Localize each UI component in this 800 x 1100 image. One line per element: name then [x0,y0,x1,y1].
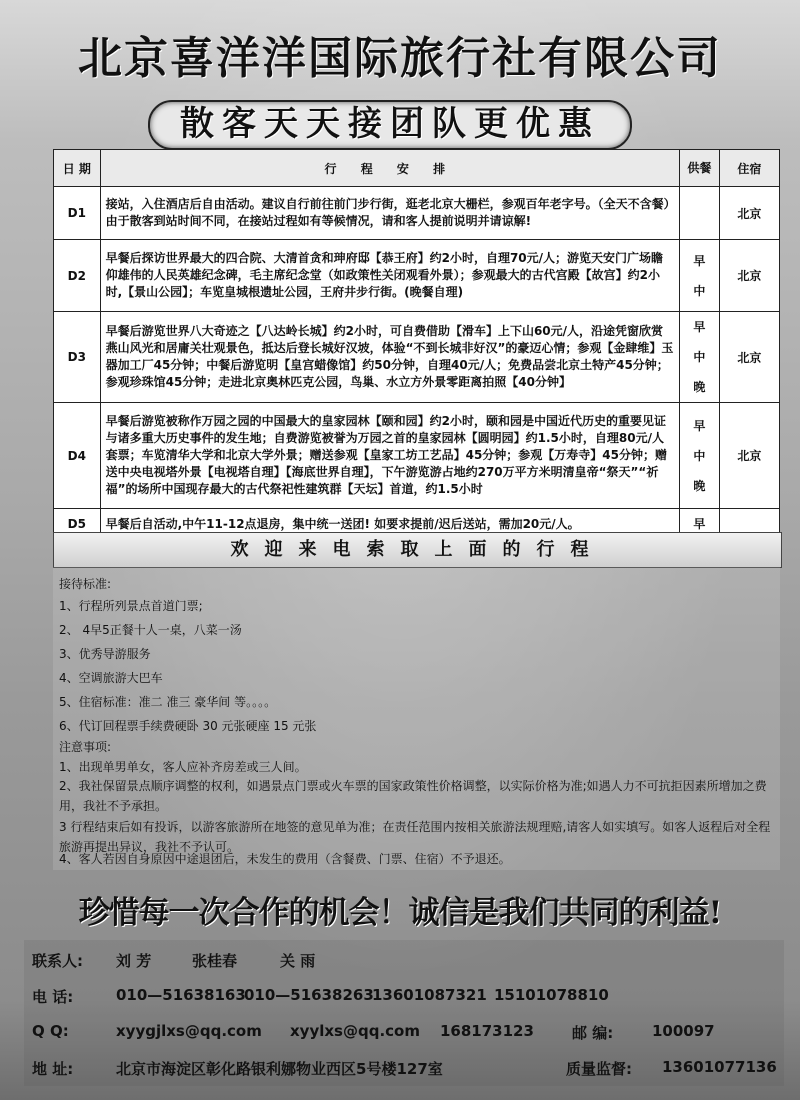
day-label: D4 [54,403,101,509]
welcome-text: 欢迎来电索取上面的行程 [230,539,605,560]
notice-item: 4、客人若因自身原因中途退团后，未发生的费用（含餐费、门票、住宿）不予退还。 [59,852,511,866]
standard-item: 4、空调旅游大巴车 [59,671,163,685]
day-itinerary: 接站，入住酒店后自由活动。建议自行前往前门步行街，逛老北京大栅栏，参观百年老字号。（全天不含餐）由于散客到站时间不同，在接站过程如有等候情况，请和客人提前说明并请谅解! [100,187,679,240]
header-day: 日 期 [54,150,101,187]
header-meals: 供餐 [680,150,720,187]
promo-banner [148,100,632,150]
phone-label: 电 话: [32,988,74,1006]
notices-heading: 注意事项: [59,740,112,754]
contact-panel [24,940,784,1086]
postcode-value: 100097 [652,1022,715,1040]
contact-person: 刘 芳 [116,952,152,970]
notice-item: 3 行程结束后如有投诉，以游客旅游所在地签的意见单为准；在责任范围内按相关旅游法规理赔,请客人如实填写。如客人返程后对全程旅游再提出异议，我社不予认可。 [59,820,771,854]
standard-item: 2、 4早5正餐十人一桌，八菜一汤 [59,623,242,637]
standard-item: 6、代订回程票手续费硬卧 30 元张硬座 15 元张 [59,719,317,733]
day-meals [680,187,720,240]
day-label: D3 [54,312,101,403]
address-label: 地 址: [32,1060,74,1078]
supervision-phone: 13601077136 [662,1058,777,1076]
qq-number: 168173123 [440,1022,534,1040]
notice-item: 2、我社保留景点顺序调整的权利，如遇景点门票或火车票的国家政策性价格调整，以实际价格为准;如遇人力不可抗拒因素所增加之费用，我社不予承担。 [59,779,767,813]
day-lodging: 北京 [719,312,779,403]
day-lodging: 北京 [719,187,779,240]
day-meals: 早 中 晚 [680,312,720,403]
header-lodging: 住宿 [719,150,779,187]
day-lodging: 北京 [719,403,779,509]
people-label: 联系人: [32,952,83,970]
day-itinerary: 早餐后自活动,中午11-12点退房，集中统一送团! 如要求提前/迟后送站，需加20元/人。 [100,509,679,540]
promo-banner-text: 散客天天接团队更优惠 [180,104,600,144]
contact-person: 张桂春 [192,952,238,970]
day-meals: 早 中 晚 [680,403,720,509]
day-meals: 早 中 [680,240,720,312]
day-itinerary: 早餐后探访世界最大的四合院、大清首贪和珅府邸【恭王府】约2小时，自理70元/人；游览天安门广场瞻仰雄伟的人民英雄纪念碑，毛主席纪念堂（如政策性关闭观看外景）；参观最大的古代宫殿【故宫】约2小时,【景山公园】；车览皇城根遗址公园，王府井步行街。(晚餐自理) [100,240,679,312]
day-label: D5 [54,509,101,540]
table-header-row [54,150,780,187]
standard-item: 3、优秀导游服务 [59,647,151,661]
welcome-bar [53,532,782,568]
table-row [54,240,780,312]
header-itinerary: 行 程 安 排 [100,150,679,187]
phone-number: 010—51638163 [116,986,246,1004]
notes-section [53,567,780,870]
itinerary-table [53,149,780,540]
day-label: D2 [54,240,101,312]
postcode-label: 邮 编: [572,1024,614,1042]
qq-label: Q Q: [32,1022,69,1040]
address-value: 北京市海淀区彰化路银利娜物业西区5号楼127室 [116,1060,443,1078]
supervision-label: 质量监督: [566,1060,632,1078]
day-itinerary: 早餐后游览被称作万园之园的中国最大的皇家园林【颐和园】约2小时，颐和园是中国近代历史的重要见证与诸多重大历史事件的发生地；自费游览被誉为万园之首的皇家园林【圆明园】约1.5小时，自理80元/人套票；车览清华大学和北京大学外景；赠送参观【皇家工坊工艺品】45分钟；参观【万寿寺】45分钟；赠送中央电视塔外景【电视塔自理】【海底世界自理】，下午游览游占地约270万平方米明清皇帝“祭天”“祈福”的场所中国现存最大的古代祭祀性建筑群【天坛】首道，约1.5小时 [100,403,679,509]
day-itinerary: 早餐后游览世界八大奇迹之【八达岭长城】约2小时，可自费借助【滑车】上下山60元/人，沿途凭窗欣赏燕山风光和居庸关壮观景色，抵达后登长城好汉坡，体验“不到长城非好汉”的豪迈心情；参观【金肆维】玉器加工厂45分钟；中餐后游览明【皇宫蜡像馆】约50分钟，自理40元/人；免费品尝北京土特产45分钟；参观珍珠馆45分钟；走进北京奥林匹克公园，鸟巢、水立方外景零距离拍照【40分钟】 [100,312,679,403]
slogan: 珍惜每一次合作的机会！诚信是我们共同的利益! [78,895,722,931]
notice-item: 1、出现单男单女，客人应补齐房差或三人间。 [59,760,307,774]
phone-number: 010—51638263 [244,986,374,1004]
day-meals: 早 [680,509,720,540]
phone-number: 13601087321 [372,986,487,1004]
table-row [54,403,780,509]
standard-item: 5、住宿标准：准二 准三 豪华间 等。。。。 [59,695,277,709]
phone-number: 15101078810 [494,986,609,1004]
contact-person: 关 雨 [280,952,316,970]
standards-heading: 接待标准: [59,577,112,591]
day-lodging: 北京 [719,240,779,312]
table-row [54,187,780,240]
company-title: 北京喜洋洋国际旅行社有限公司 [78,33,722,84]
day-label: D1 [54,187,101,240]
qq-email: xyylxs@qq.com [290,1022,420,1040]
standard-item: 1、行程所列景点首道门票; [59,599,203,613]
table-row [54,312,780,403]
qq-email: xyygjlxs@qq.com [116,1022,262,1040]
